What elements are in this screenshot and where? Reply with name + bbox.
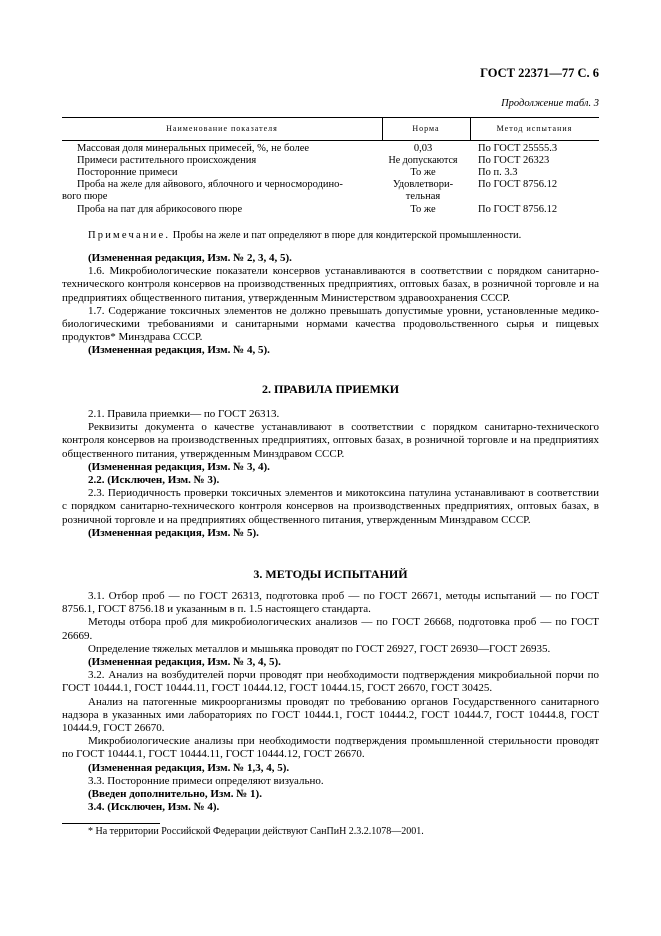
page-header: ГОСТ 22371—77 С. 6 <box>480 66 599 80</box>
table-cell-name-line: вого пюре <box>62 191 108 202</box>
amendment-note: (Введен дополнительно, Изм. № 1). <box>88 788 262 801</box>
table-cell-method: По ГОСТ 25555.3 <box>478 143 558 154</box>
table-cell-norm <box>382 179 464 203</box>
note-text: Пробы на желе и пат определяют в пюре для кондитерской промышленности. <box>172 230 522 241</box>
section-2-text <box>62 408 599 540</box>
table-cell-norm: Не допускаются <box>388 155 458 166</box>
paragraph-2-1-requisites: Реквизиты документа о качестве устанавливают в соответствии с порядком санитарно-технического контроля консервов на производственных предприятиях, оптовых базах, в розничной торговле и на предприятиях общественного питания, утвержденным Минздравом СССР. <box>62 421 599 460</box>
table-continuation-label: Продолжение табл. 3 <box>501 98 599 109</box>
paragraph-3-1-metals: Определение тяжелых металлов и мышьяка проводят по ГОСТ 26927, ГОСТ 26930—ГОСТ 26935. <box>88 642 551 655</box>
table-cell-norm: 0,03 <box>413 143 433 154</box>
amendment-note: (Измененная редакция, Изм. № 1,3, 4, 5). <box>88 761 290 774</box>
amendment-note: (Измененная редакция, Изм. № 3, 4, 5). <box>88 656 281 669</box>
paragraph-3-2-pathogens: Анализ на патогенные микроорганизмы проводят по требованию органов Государственного санитарного надзора в указанных ими лабораториях по ГОСТ 10444.1, ГОСТ 10444.2, ГОСТ 10444.7, ГОСТ 10444.8, ГОСТ 10444.9, ГОСТ 26670. <box>62 695 599 735</box>
table-note <box>88 230 521 241</box>
table-cell-norm: То же <box>410 204 436 215</box>
amendment-note: (Измененная редакция, Изм. № 2, 3, 4, 5). <box>88 252 292 264</box>
note-label: Примечание. <box>88 230 171 241</box>
paragraph-3-4: 3.4. (Исключен, Изм. № 4). <box>88 801 220 814</box>
table-cell-name <box>62 179 382 203</box>
table-header-cell: Норма <box>412 124 440 133</box>
table-cell-norm-line: Удовлетвори- <box>392 179 454 190</box>
table-cell-norm-line: тельная <box>405 191 441 202</box>
table-header-cell: Метод испытания <box>496 124 573 133</box>
paragraph-3-1-sampling: Методы отбора проб для микробиологических анализов — по ГОСТ 26668, подготовка проб — по ГОСТ 26669. <box>62 616 599 642</box>
section-2-title: 2. ПРАВИЛА ПРИЕМКИ <box>261 382 400 396</box>
table-top-rule <box>62 117 599 118</box>
amendment-note: (Измененная редакция, Изм. № 5). <box>88 526 259 539</box>
paragraph-1-6: 1.6. Микробиологические показатели консервов устанавливаются в соответствии с порядком санитарно-технического контроля консервов на производственных предприятиях, оптовых базах, в розничной торговле и на предприятиях общественного питания, утвержденным Министерством здравоохранения СССР. <box>62 265 599 304</box>
paragraph-3-2: 3.2. Анализ на возбудителей порчи проводят при необходимости подтверждения микробиальной порчи по ГОСТ 10444.1, ГОСТ 10444.11, ГОСТ 10444.12, ГОСТ 10444.15, ГОСТ 26670, ГОСТ 30425. <box>62 669 599 695</box>
paragraph-2-2: 2.2. (Исключен, Изм. № 3). <box>88 474 220 487</box>
table-cell-name: Посторонние примеси <box>77 167 178 178</box>
paragraph-1-7: 1.7. Содержание токсичных элементов не должно превышать допустимые уровни, установленные медико-биологическими требованиями и санитарными нормами качества продовольственного сырья и пищевых продуктов* Минздрава СССР. <box>62 304 599 344</box>
table-cell-method: По п. 3.3 <box>478 167 518 178</box>
paragraph-2-3: 2.3. Периодичность проверки токсичных элементов и микотоксина патулина устанавливают в соответствии с порядком санитарно-технического контроля консервов на производственных предприятиях, оптовых базах, в розничной торговле и на предприятиях общественного питания, утвержденным Минздравом СССР. <box>62 487 599 526</box>
section-3-text <box>62 590 599 814</box>
table-cell-method: По ГОСТ 8756.12 <box>478 204 558 215</box>
paragraph-3-3: 3.3. Посторонние примеси определяют визуально. <box>88 774 324 787</box>
section-3-title: 3. МЕТОДЫ ИСПЫТАНИЙ <box>253 567 408 581</box>
table-cell-method: По ГОСТ 26323 <box>478 155 550 166</box>
table-cell-name: Массовая доля минеральных примесей, %, не более <box>77 143 310 154</box>
table-header-rule <box>62 140 599 141</box>
paragraph-2-1: 2.1. Правила приемки— по ГОСТ 26313. <box>88 408 280 420</box>
footnote-rule <box>62 823 160 824</box>
table-cell-name: Проба на пат для абрикосового пюре <box>77 204 243 215</box>
table-cell-norm: То же <box>410 167 436 178</box>
table-header-cell: Наименование показателя <box>166 124 278 133</box>
amendment-note: (Измененная редакция, Изм. № 3, 4). <box>88 460 270 473</box>
amendment-note: (Измененная редакция, Изм. № 4, 5). <box>88 344 270 357</box>
section-1-text <box>62 252 599 358</box>
table-cell-name: Примеси растительного происхождения <box>77 155 257 166</box>
table-cell-method: По ГОСТ 8756.12 <box>478 179 558 190</box>
paragraph-3-1: 3.1. Отбор проб — по ГОСТ 26313, подготовка проб — по ГОСТ 26671, методы испытаний — по ГОСТ 8756.1, ГОСТ 8756.18 и указанным в п. 1.5 настоящего стандарта. <box>62 590 599 616</box>
table-cell-name-line: Проба на желе для айвового, яблочного и черносмородино- <box>77 179 343 190</box>
footnote: * На территории Российской Федерации действуют СанПиН 2.3.2.1078—2001. <box>88 826 424 837</box>
paragraph-3-2-sterility: Микробиологические анализы при необходимости подтверждения промышленной стерильности проводят по ГОСТ 10444.1, ГОСТ 10444.11, ГОСТ 10444.12, ГОСТ 26670. <box>62 735 599 761</box>
